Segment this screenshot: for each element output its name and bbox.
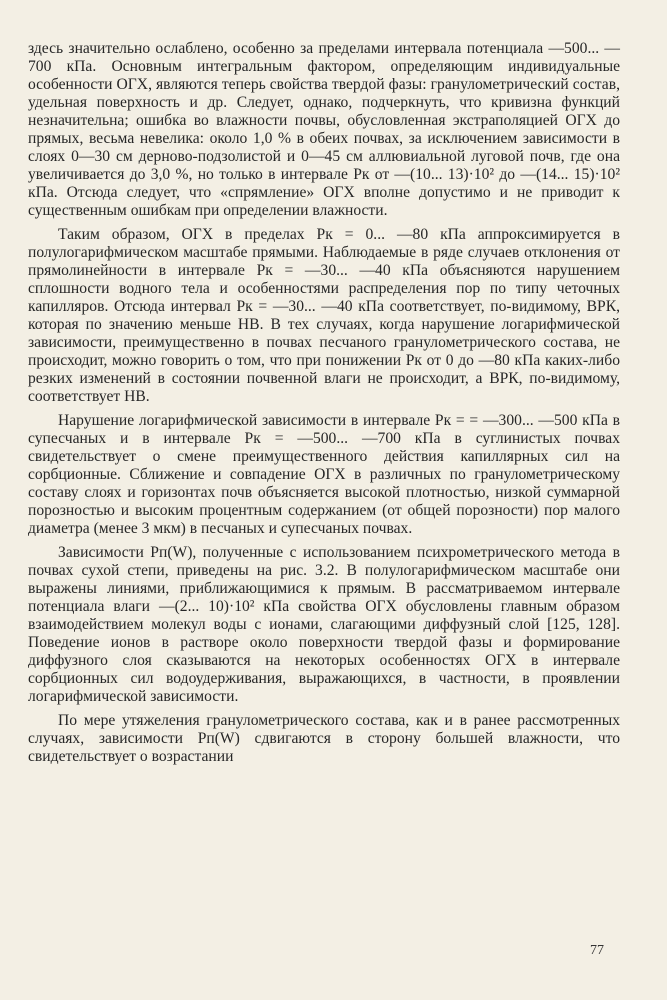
paragraph-2: Таким образом, ОГХ в пределах Рк = 0... —80 кПа аппроксимируется в полулогарифмическом масштабе прямыми. Наблюдаемые в ряде случаев отклонения от прямолинейности в интервале Рк = —30... —40 кПа объясняются нарушением сплошности водного тела и особенностями распределения пор по типу четочных капилляров. Отсюда интервал Рк = —30... —40 кПа соответствует, по-видимому, ВРК, которая по значению меньше НВ. В тех случаях, когда нарушение логарифмической зависимости, преимущественно в почвах песчаного гранулометрического состава, не происходит, можно говорить о том, что при понижении Рк от 0 до —80 кПа каких-либо резких изменений в состоянии почвенной влаги не происходит, а ВРК, по-видимому, соответствует НВ. [28, 226, 620, 405]
paragraph-5: По мере утяжеления гранулометрического состава, как и в ранее рассмотренных случаях, зависимости Рп(W) сдвигаются в сторону большей влажности, что свидетельствует о возрастании [28, 712, 620, 765]
page-body [28, 40, 620, 772]
page-number: 77 [590, 943, 604, 958]
paragraph-3: Нарушение логарифмической зависимости в интервале Рк = = —300... —500 кПа в супесчаных и в интервале Рк = —500... —700 кПа в суглинистых почвах свидетельствует о смене преимущественного действия капиллярных сил на сорбционные. Сближение и совпадение ОГХ в различных по гранулометрическому составу слоях и горизонтах почв объясняется высокой плотностью, низкой суммарной порозностью и высоким процентным содержанием (от общей порозности) пор малого диаметра (менее 3 мкм) в песчаных и супесчаных почвах. [28, 412, 620, 537]
paragraph-1: здесь значительно ослаблено, особенно за пределами интервала потенциала —500... —700 кПа. Основным интегральным фактором, определяющим индивидуальные особенности ОГХ, являются теперь свойства твердой фазы: гранулометрический состав, удельная поверхность и др. Следует, однако, подчеркнуть, что кривизна функций незначительна; ошибка во влажности почвы, обусловленная экстраполяцией ОГХ до прямых, весьма невелика: около 1,0 % в обеих почвах, за исключением зависимости в слоях 0—30 см дерново-подзолистой и 0—45 см аллювиальной луговой почв, где она увеличивается до 3,0 %, но только в интервале Рк от —(10... 13)·10² до —(14... 15)·10² кПа. Отсюда следует, что «спрямление» ОГХ вполне допустимо и не приводит к существенным ошибкам при определении влажности. [28, 40, 620, 219]
paragraph-4: Зависимости Рп(W), полученные с использованием психрометрического метода в почвах сухой степи, приведены на рис. 3.2. В полулогарифмическом масштабе они выражены линиями, приближающимися к прямым. В рассматриваемом интервале потенциала влаги —(2... 10)·10² кПа свойства ОГХ обусловлены главным образом взаимодействием молекул воды с ионами, слагающими диффузный слой [125, 128]. Поведение ионов в растворе около поверхности твердой фазы и формирование диффузного слоя сказываются на некоторых особенностях ОГХ в интервале сорбционных сил водоудерживания, выражающихся, в частности, в проявлении логарифмической зависимости. [28, 544, 620, 705]
